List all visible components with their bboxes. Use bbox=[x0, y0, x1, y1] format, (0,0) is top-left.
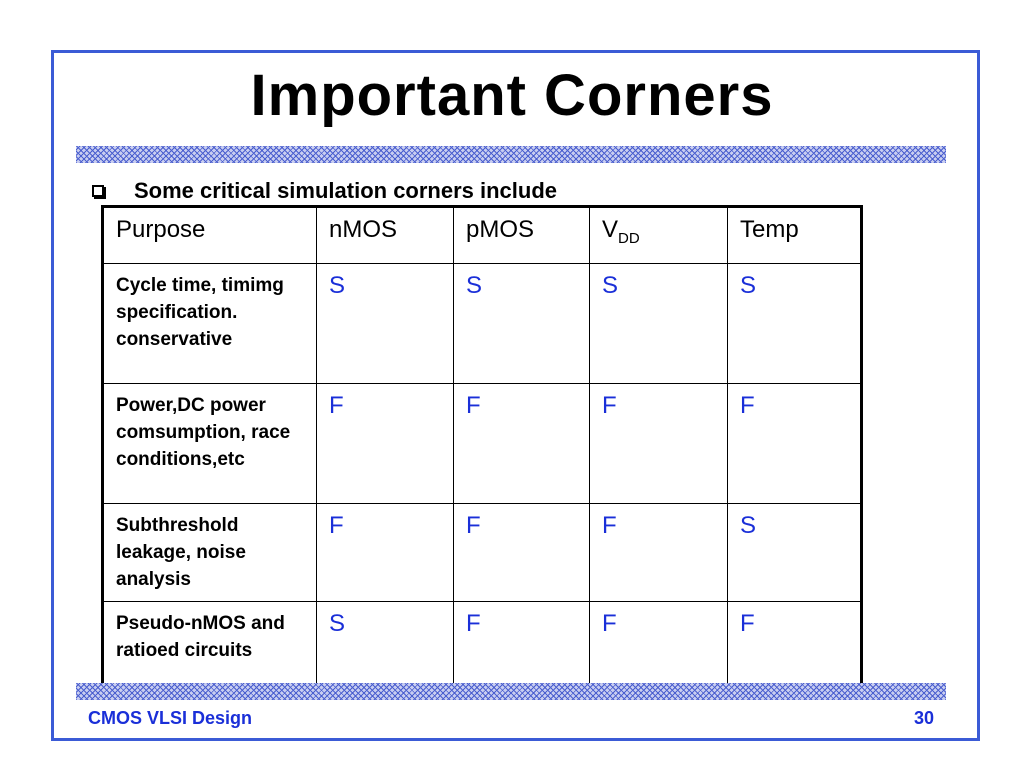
pmos-cell: F bbox=[454, 384, 590, 504]
header-purpose: Purpose bbox=[103, 207, 317, 264]
header-vdd-v: V bbox=[602, 216, 619, 243]
nmos-cell: F bbox=[317, 504, 454, 602]
temp-cell: F bbox=[728, 384, 862, 504]
purpose-cell: Subthreshold leakage, noise analysis bbox=[103, 504, 317, 602]
header-nmos: nMOS bbox=[317, 207, 454, 264]
table-row bbox=[103, 602, 862, 692]
vdd-cell: F bbox=[590, 384, 728, 504]
vdd-cell: S bbox=[590, 264, 728, 384]
bullet-item bbox=[92, 178, 557, 204]
header-temp: Temp bbox=[728, 207, 862, 264]
header-vdd-subscript: DD bbox=[618, 230, 640, 247]
pmos-cell: F bbox=[454, 602, 590, 692]
nmos-cell: S bbox=[317, 264, 454, 384]
table-row bbox=[103, 264, 862, 384]
purpose-cell: Cycle time, timimg specification. conservative bbox=[103, 264, 317, 384]
table-header-row bbox=[103, 207, 862, 264]
header-pmos: pMOS bbox=[454, 207, 590, 264]
vdd-cell: F bbox=[590, 504, 728, 602]
nmos-cell: S bbox=[317, 602, 454, 692]
vdd-cell: F bbox=[590, 602, 728, 692]
temp-cell: S bbox=[728, 264, 862, 384]
nmos-cell: F bbox=[317, 384, 454, 504]
footer-course-title: CMOS VLSI Design bbox=[88, 708, 253, 728]
table-row bbox=[103, 504, 862, 602]
purpose-cell: Pseudo-nMOS and ratioed circuits bbox=[103, 602, 317, 692]
purpose-cell: Power,DC power comsumption, race conditions,etc bbox=[103, 384, 317, 504]
top-hatch-divider bbox=[76, 146, 946, 163]
corners-table bbox=[101, 205, 863, 693]
temp-cell: S bbox=[728, 504, 862, 602]
page-number: 30 bbox=[913, 708, 934, 728]
pmos-cell: F bbox=[454, 504, 590, 602]
checkbox-bullet-icon bbox=[92, 185, 104, 197]
bullet-text: Some critical simulation corners include bbox=[134, 178, 558, 203]
slide-title: Important Corners bbox=[250, 63, 774, 128]
temp-cell: F bbox=[728, 602, 862, 692]
bottom-hatch-divider bbox=[76, 683, 946, 700]
pmos-cell: S bbox=[454, 264, 590, 384]
header-vdd bbox=[590, 207, 728, 264]
table-row bbox=[103, 384, 862, 504]
